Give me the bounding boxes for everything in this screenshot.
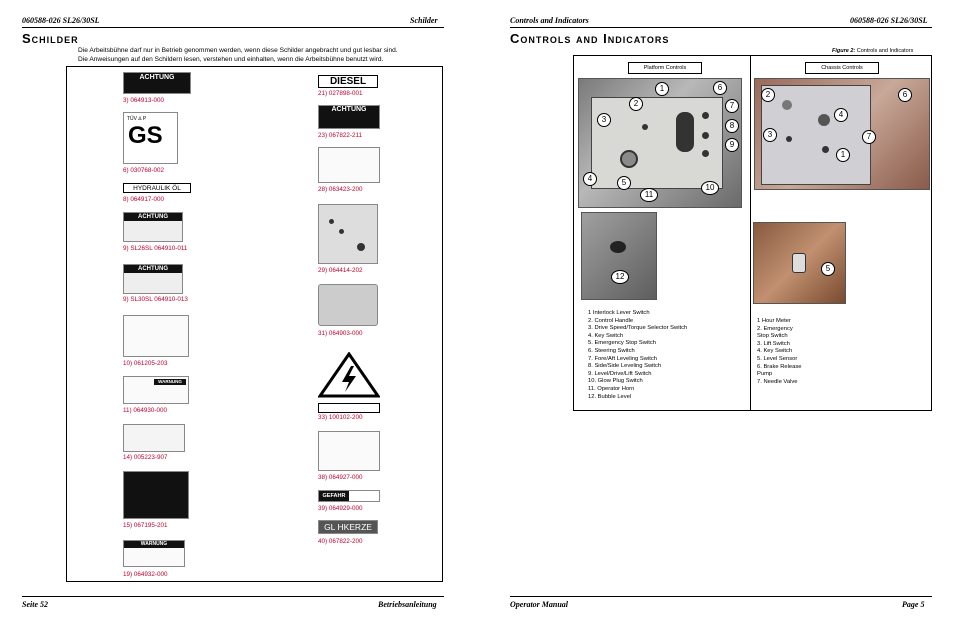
chassis-hour-meter [818, 114, 830, 126]
tab-platform-controls: Platform Controls [628, 62, 702, 74]
decal-gs-6 [123, 112, 178, 164]
decal-achtung-23 [318, 105, 380, 129]
callout-chassis-4: 4 [834, 108, 848, 122]
left-intro-line1: Die Arbeitsbühne darf nur in Betrieb genommen werden, wenn diese Schilder angebracht und gut lesbar sind. [78, 47, 398, 54]
label-col2-7: 39) 064929-000 [318, 505, 363, 512]
callout-chassis-1: 1 [836, 148, 850, 162]
label-col1-7: 14) 005223-907 [123, 454, 168, 461]
tab-chassis-controls: Chassis Controls [805, 62, 879, 74]
left-footer-page: Seite 52 [22, 600, 48, 609]
label-col1-3: 9) SL26SL 064910-011 [123, 245, 188, 252]
switch-knob-3 [702, 150, 709, 157]
right-page-title: Controls and Indicators [510, 31, 670, 46]
decal-achtung-9b [123, 264, 183, 294]
chassis-legend-item: 3. Lift Switch [757, 340, 790, 347]
callout-platform-1: 1 [655, 82, 669, 96]
decal-warnung-11 [123, 376, 189, 404]
bubble-level-vial [610, 241, 626, 253]
label-col2-0: 21) 027898-001 [318, 90, 363, 97]
left-intro-line2: Die Anweisungen auf den Schildern lesen, verstehen und einhalten, wenn die Arbeitsbühne benutzt wird. [78, 56, 384, 63]
platform-legend-item: 4. Key Switch [588, 332, 624, 339]
bubble-level-photo [581, 212, 657, 300]
decal-10 [123, 315, 189, 357]
callout-platform-12: 12 [611, 270, 629, 284]
level-sensor-body [792, 253, 806, 273]
label-col1-1: 6) 030768-002 [123, 167, 164, 174]
callout-chassis-7: 7 [862, 130, 876, 144]
callout-platform-10: 10 [701, 181, 719, 195]
callout-platform-8: 8 [725, 119, 739, 133]
right-footer-title: Operator Manual [510, 600, 569, 609]
emergency-stop-knob [620, 150, 638, 168]
switch-knob-4 [642, 124, 648, 130]
callout-platform-5: 5 [617, 176, 631, 190]
callout-platform-11: 11 [640, 188, 658, 202]
decal-29 [318, 204, 378, 264]
decal-hydraulik-8: HYDRAULIK ÖL [123, 183, 191, 193]
platform-control-panel [591, 97, 723, 189]
platform-legend-item: 2. Control Handle [588, 317, 634, 324]
left-header-rule [22, 27, 444, 28]
decal-29-knob-3 [357, 243, 365, 251]
label-col1-4: 9) SL30SL 064910-013 [123, 296, 188, 303]
label-col2-4: 31) 064903-000 [318, 330, 363, 337]
platform-legend-item: 6. Steering Switch [588, 347, 635, 354]
switch-knob-1 [702, 112, 709, 119]
left-header-doc-number: 060588-026 SL26/30SL [22, 16, 100, 25]
right-header-rule [510, 27, 932, 28]
platform-legend-item: 3. Drive Speed/Torque Selector Switch [588, 325, 688, 332]
right-footer-rule [510, 596, 932, 597]
callout-chassis-5: 5 [821, 262, 835, 276]
platform-legend-item: 1 Interlock Lever Switch [588, 310, 650, 316]
decal-achtung-9b-title: ACHTUNG [124, 265, 182, 273]
figure-caption [832, 48, 913, 54]
platform-legend-item: 5. Emergency Stop Switch [588, 340, 656, 347]
chassis-legend-item: 5. Level Sensor [757, 355, 798, 362]
platform-legend-item: 10. Glow Plug Switch [588, 378, 643, 385]
chassis-legend-item: 7. Needle Valve [757, 378, 798, 385]
left-footer-title: Betriebsanleitung [378, 600, 437, 609]
right-header-doc-number: 060588-026 SL26/30SL [850, 16, 928, 25]
chassis-legend-item: Pump [757, 371, 773, 378]
decal-diesel-21: DIESEL [318, 75, 378, 88]
decal-warnung-19-title: WARNUNG [124, 541, 184, 548]
label-col2-1: 23) 067822-211 [318, 132, 362, 139]
decal-achtung-3-title: ACHTUNG [139, 74, 175, 81]
callout-platform-2: 2 [629, 97, 643, 111]
decal-38 [318, 431, 380, 471]
callout-platform-9: 9 [725, 138, 739, 152]
decal-15 [123, 471, 189, 519]
platform-legend-item: 7. Fore/Aft Leveling Switch [588, 355, 657, 362]
chassis-legend-item: 1 Hour Meter [757, 318, 791, 324]
decal-28 [318, 147, 380, 183]
figure-divider [750, 55, 751, 411]
figure-caption-number: Figure 2: [832, 48, 856, 54]
platform-legend [588, 310, 687, 401]
decal-warnung-11-title: WARNUNG [154, 379, 186, 385]
decal-gefahr-39 [318, 490, 380, 502]
decal-29-knob-2 [339, 229, 344, 234]
lightning-warning-icon [318, 352, 380, 398]
chassis-legend-item: 2. Emergency [757, 325, 793, 332]
control-handle [676, 112, 694, 152]
platform-legend-item: 9. Level/Drive/Lift Switch [588, 370, 652, 377]
label-col2-3: 29) 064414-202 [318, 267, 363, 274]
left-page-title: Schilder [22, 31, 79, 46]
label-col1-2: 8) 064917-000 [123, 196, 164, 203]
platform-legend-item: 12. Bubble Level [588, 393, 632, 400]
label-col1-0: 3) 064913-000 [123, 97, 164, 104]
decal-31 [318, 284, 378, 326]
decal-14 [123, 424, 185, 452]
callout-chassis-6: 6 [898, 88, 912, 102]
label-col2-2: 28) 063423-200 [318, 186, 363, 193]
callout-platform-6: 6 [713, 81, 727, 95]
decal-gl-hkerze-40: GL HKERZE [318, 520, 378, 534]
chassis-emergency-stop [782, 100, 792, 110]
switch-knob-2 [702, 132, 709, 139]
chassis-key-switch [822, 146, 829, 153]
label-col1-6: 11) 064930-000 [123, 407, 167, 414]
decal-warnung-19 [123, 540, 185, 567]
callout-chassis-2: 2 [761, 88, 775, 102]
decal-gs-text: GS [128, 122, 163, 149]
platform-legend-item: 11. Operator Horn [588, 385, 635, 392]
left-header-section: Schilder [410, 16, 438, 25]
chassis-legend-item: 6. Brake Release [757, 363, 802, 370]
callout-chassis-3: 3 [763, 128, 777, 142]
label-col1-5: 10) 061205-203 [123, 360, 168, 367]
callout-platform-4: 4 [583, 172, 597, 186]
callout-platform-3: 3 [597, 113, 611, 127]
decal-33-caption [318, 403, 380, 413]
callout-platform-7: 7 [725, 99, 739, 113]
right-header-section: Controls and Indicators [510, 16, 589, 25]
label-col2-8: 40) 067822-200 [318, 538, 363, 545]
decal-achtung-23-title: ACHTUNG [331, 106, 367, 113]
chassis-legend [757, 318, 801, 386]
chassis-lift-switch [786, 136, 792, 142]
right-footer-page: Page 5 [902, 600, 925, 609]
decal-achtung-3 [123, 72, 191, 94]
label-col1-9: 19) 064932-000 [123, 571, 168, 578]
chassis-legend-item: 4. Key Switch [757, 348, 793, 355]
label-col2-5: 33) 100102-200 [318, 414, 363, 421]
platform-legend-item: 8. Side/Side Leveling Switch [588, 363, 662, 370]
decal-gefahr-39-title: GEFAHR [319, 491, 349, 501]
label-col1-8: 15) 067195-201 [123, 522, 168, 529]
chassis-legend-item: Stop Switch [757, 333, 788, 340]
decal-achtung-9a [123, 212, 183, 242]
decal-33-warning-triangle [318, 352, 380, 410]
decal-29-knob-1 [329, 219, 334, 224]
decal-tuv-text: TÜV ∆ P [127, 116, 147, 122]
chassis-control-panel [761, 85, 871, 185]
figure-caption-text: Controls and Indicators [855, 48, 914, 54]
label-col2-6: 38) 064927-000 [318, 474, 363, 481]
decal-achtung-9a-title: ACHTUNG [124, 213, 182, 221]
left-footer-rule [22, 596, 444, 597]
